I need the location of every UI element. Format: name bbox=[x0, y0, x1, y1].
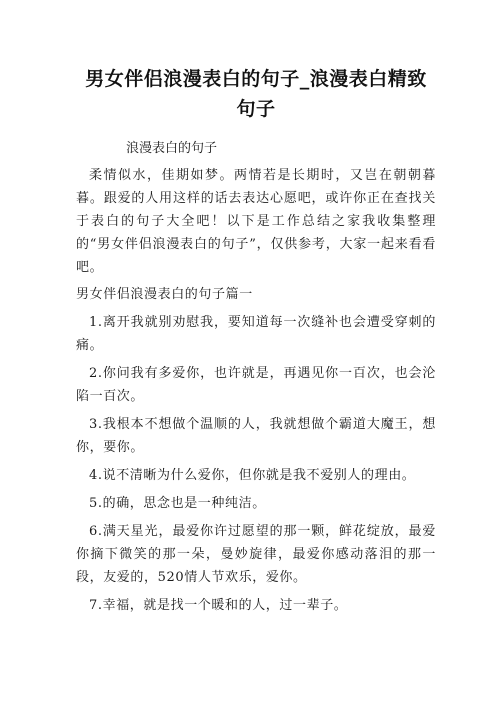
list-item: 4.说不清晰为什么爱你，但你就是我不爱别人的理由。 bbox=[89, 468, 416, 483]
list-item: 7.幸福，就是找一个暖和的人，过一辈子。 bbox=[89, 598, 348, 613]
section-heading: 男女伴侣浪漫表白的句子篇一 bbox=[76, 287, 253, 302]
list-item: 6.满天星光，最爱你许过愿望的那一颗，鲜花绽放，最爱你摘下微笑的那一朵，曼妙旋律，最爱你感动落泪的那一段，友爱的，520情人节欢乐，爱你。 bbox=[76, 524, 436, 585]
list-item: 5.的确，思念也是一种纯洁。 bbox=[89, 496, 266, 511]
list-item: 2.你问我有多爱你，也许就是，再遇见你一百次，也会沦陷一百次。 bbox=[76, 366, 436, 404]
list-item: 3.我根本不想做个温顺的人，我就想做个霸道大魔王，想你，要你。 bbox=[76, 417, 436, 455]
document-title: 男女伴侣浪漫表白的句子_浪漫表白精致句子 bbox=[85, 68, 427, 120]
list-item: 1.离开我就别劝慰我，要知道每一次缝补也会遭受穿刺的痛。 bbox=[76, 315, 436, 353]
document-subtitle: 浪漫表白的句子 bbox=[126, 141, 218, 156]
intro-paragraph: 柔情似水，佳期如梦。两情若是长期时，又岂在朝朝暮暮。跟爱的人用这样的话去表达心愿吧，或许你正在查找关于表白的句子大全吧！以下是工作总结之家我收集整理的“男女伴侣浪漫表白的句子”，仅供参考，大家一起来看看吧。 bbox=[76, 168, 436, 275]
